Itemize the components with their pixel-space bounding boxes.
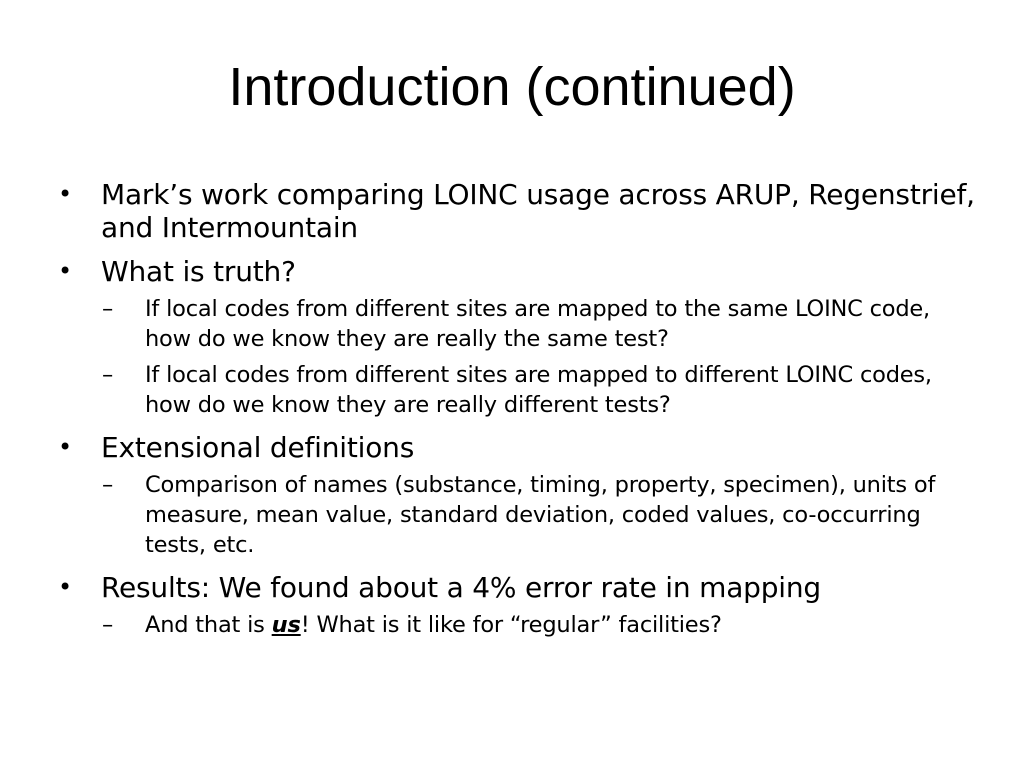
slide-body: [58, 178, 978, 640]
bullet-text: Results: We found about a 4% error rate in mapping: [101, 571, 821, 604]
dash-marker: –: [102, 472, 114, 498]
bullet-text: What is truth?: [101, 255, 296, 288]
bullet-item: [58, 178, 978, 244]
bullet-item: [58, 431, 978, 464]
bullet-marker: •: [58, 433, 72, 461]
dash-marker: –: [102, 296, 114, 322]
dash-marker: –: [102, 612, 114, 638]
sub-bullet-item: [102, 610, 978, 640]
sub-bullet-text: If local codes from different sites are mapped to the same LOINC code, how do we know they are really the same test?: [145, 296, 931, 352]
sub-bullet-text-after: ! What is it like for “regular” facilities?: [300, 612, 722, 638]
sub-bullet-item: [102, 360, 978, 420]
bullet-text: Mark’s work comparing LOINC usage across ARUP, Regenstrief, and Intermountain: [101, 178, 975, 244]
bullet-marker: •: [58, 180, 72, 208]
sub-bullet-item: [102, 294, 978, 354]
bullet-marker: •: [58, 573, 72, 601]
dash-marker: –: [102, 362, 114, 388]
sub-bullet-text: Comparison of names (substance, timing, property, specimen), units of measure, mean value, standard deviation, coded values, co-occurring tests, etc.: [145, 472, 936, 558]
bullet-marker: •: [58, 257, 72, 285]
bullet-text: Extensional definitions: [101, 431, 415, 464]
bullet-item: [58, 571, 978, 604]
sub-bullet-item: [102, 470, 978, 560]
slide-title: Introduction (continued): [228, 57, 796, 117]
bullet-item: [58, 255, 978, 288]
emphasized-word: us: [271, 612, 301, 638]
sub-bullet-text: If local codes from different sites are mapped to different LOINC codes, how do we know they are really different tests?: [145, 362, 932, 418]
sub-bullet-text-before: And that is: [145, 612, 272, 638]
